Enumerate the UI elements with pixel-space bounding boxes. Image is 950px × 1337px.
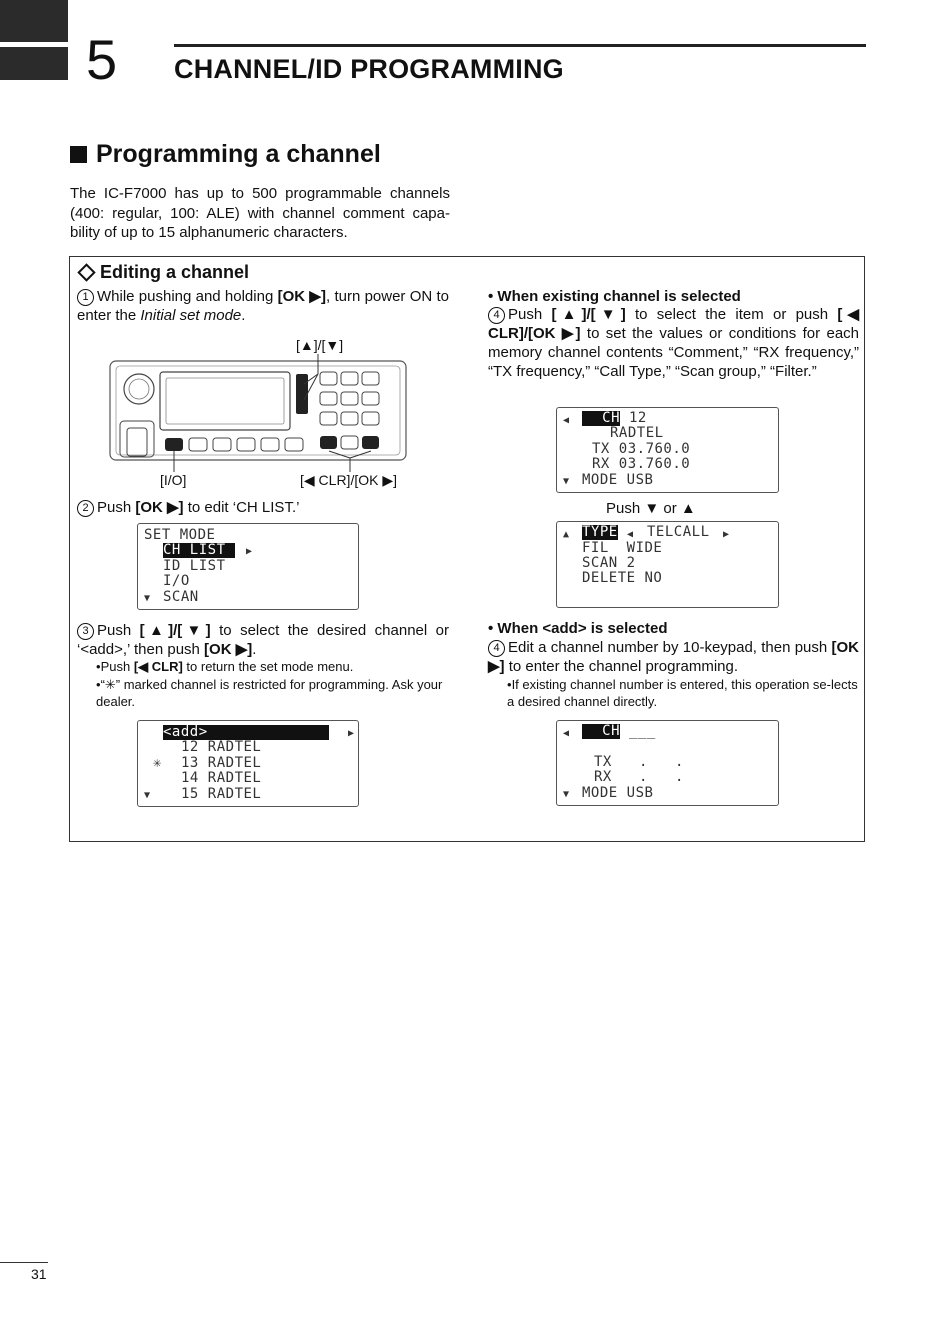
lcd-line: 15 RADTEL — [181, 786, 262, 802]
lcd-line: ID LIST — [163, 558, 226, 574]
lcd-channel-settings — [556, 521, 779, 608]
step-text: Push — [508, 306, 552, 323]
pointer-right-icon: ▶ — [348, 728, 355, 739]
key-updown: [▲]/[▼] — [139, 622, 211, 639]
step-number: 2 — [77, 500, 94, 517]
lcd-line: MODE USB — [582, 472, 654, 488]
lcd-line: RADTEL — [610, 425, 664, 441]
lcd-line: RX — [594, 769, 612, 785]
lcd-channel-detail — [556, 407, 779, 493]
key-updown: [▲]/[▼] — [551, 306, 626, 323]
lcd-line: RX 03.760.0 — [592, 456, 691, 472]
lcd-dot: . — [675, 769, 684, 785]
step-text: to set the values or conditions for each memory channel contents “Comment,” “RX frequency,” “TX frequency,” “Call Type,” “Scan group,” “Filter.” — [488, 325, 860, 380]
lcd-line: 12 RADTEL — [181, 739, 262, 755]
note-text: If existing channel number is entered, this operation se-lects a desired channel directly. — [507, 677, 858, 709]
step-number: 1 — [77, 289, 94, 306]
lcd-line: SCAN — [163, 589, 199, 605]
lcd-dot: . — [639, 754, 648, 770]
step-3 — [77, 621, 449, 659]
label-clr-ok: [◀ CLR]/[OK ▶] — [300, 472, 397, 488]
lcd-line: 12 — [629, 410, 647, 426]
step-text: to select the item or push — [625, 306, 838, 323]
page-number-rule — [0, 1262, 48, 1263]
pointer-down-icon: ▼ — [144, 593, 151, 604]
label-updown: [▲]/[▼] — [296, 337, 344, 353]
step-4-existing — [488, 305, 859, 381]
lcd-line-selected: <add> — [163, 725, 329, 740]
step-2 — [77, 498, 449, 517]
chapter-tab-top — [0, 0, 68, 42]
section-title-text: Programming a channel — [96, 140, 381, 168]
pointer-down-icon: ▼ — [563, 476, 570, 487]
step-number: 3 — [77, 623, 94, 640]
step-text: Push — [97, 622, 140, 639]
step-text: Edit a channel number by 10-keypad, then push — [508, 639, 832, 656]
pointer-right-icon: ▶ — [723, 529, 730, 540]
step-text: . — [252, 641, 257, 658]
key-clr-ok: [◀ CLR]/[OK ▶] — [488, 306, 860, 342]
note-text: “✳” marked channel is restricted for programming. Ask your dealer. — [96, 677, 443, 709]
step-text: to enter the channel programming. — [504, 658, 738, 675]
note-text: to return the set mode menu. — [182, 659, 354, 674]
step-1 — [77, 287, 449, 325]
radio-front-panel — [108, 354, 408, 472]
note-2: •“✳” marked channel is restricted for programming. Ask your dealer. — [96, 677, 443, 709]
pointer-left-icon: ◀ — [563, 728, 570, 739]
pointer-up-icon: ▲ — [563, 529, 570, 540]
mode-name: Initial set mode — [140, 307, 242, 324]
step-text: Push — [97, 499, 136, 516]
lcd-blank: ___ — [629, 723, 656, 739]
lcd-line: MODE USB — [582, 785, 654, 801]
note-1: •Push [◀ CLR] to return the set mode menu. — [96, 659, 354, 674]
chapter-number: 5 — [86, 28, 118, 91]
section-title — [70, 140, 381, 169]
chapter-tab-bottom — [0, 47, 68, 80]
key-ok: [OK ▶] — [488, 639, 859, 675]
lcd-line: 13 RADTEL — [181, 755, 262, 771]
lcd-line: SET MODE — [144, 527, 216, 543]
lcd-new-channel — [556, 720, 779, 806]
step-text: , turn power ON to enter the — [77, 288, 449, 324]
pointer-down-icon: ▼ — [563, 789, 570, 800]
case-heading: When existing channel is selected — [497, 288, 741, 305]
lcd-dot: . — [675, 754, 684, 770]
key-clr: [◀ CLR] — [133, 659, 183, 674]
step-text: to select the desired channel or ‘<add>,’ then push — [77, 622, 450, 658]
lcd-line: TX — [594, 754, 612, 770]
push-down-up-label: Push ▼ or ▲ — [606, 500, 696, 517]
diamond-icon — [77, 263, 95, 281]
lcd-line: DELETE NO — [582, 570, 663, 586]
lcd-line: I/O — [163, 573, 190, 589]
lcd-line: TX 03.760.0 — [592, 441, 691, 457]
square-bullet-icon — [70, 146, 87, 163]
page-number: 31 — [31, 1266, 47, 1282]
key-ok: [OK ▶] — [135, 499, 184, 516]
note-3: •If existing channel number is entered, this operation se-lects a desired channel directly. — [507, 677, 858, 709]
note-text: Push — [100, 659, 134, 674]
lcd-line: SCAN 2 — [582, 555, 636, 571]
case-heading: When <add> is selected — [497, 620, 668, 637]
case-add: • When <add> is selected — [488, 620, 668, 637]
lcd-set-mode — [137, 523, 359, 610]
lcd-line-selected: CH LIST — [163, 542, 235, 558]
lcd-type-selected: TYPE — [582, 524, 618, 540]
lcd-dot: . — [639, 769, 648, 785]
key-ok: [OK ▶] — [277, 288, 326, 305]
section-intro: The IC-F7000 has up to 500 programmable channels (400: regular, 100: ALE) with channel comment capa-bility of up to 15 alphanumeric characters. — [70, 185, 450, 241]
step-text: . — [241, 307, 246, 324]
chapter-title: CHANNEL/ID PROGRAMMING — [174, 54, 564, 84]
subsection-title-text: Editing a channel — [100, 262, 250, 282]
case-existing: • When existing channel is selected — [488, 288, 741, 305]
step-number: 4 — [488, 640, 505, 657]
lcd-line: TELCALL — [647, 524, 710, 540]
lcd-line: 14 RADTEL — [181, 770, 262, 786]
subsection-title — [77, 262, 249, 283]
lcd-ch-selected: CH — [582, 724, 620, 739]
step-4-add — [488, 638, 859, 676]
lcd-line: FIL WIDE — [582, 540, 663, 556]
restricted-mark-icon: ✳ — [153, 755, 162, 771]
key-ok: [OK ▶] — [204, 641, 253, 658]
step-text: to edit ‘CH LIST.’ — [183, 499, 300, 516]
chapter-rule — [174, 44, 866, 47]
pointer-down-icon: ▼ — [144, 790, 151, 801]
label-io: [I/O] — [160, 472, 187, 488]
lcd-channel-list — [137, 720, 359, 807]
pointer-left-icon: ◀ — [563, 415, 570, 426]
pointer-left-icon: ◀ — [627, 529, 634, 540]
step-number: 4 — [488, 307, 505, 324]
lcd-ch-selected: CH — [582, 411, 620, 426]
step-text: While pushing and holding — [97, 288, 278, 305]
pointer-right-icon: ▶ — [246, 546, 253, 557]
